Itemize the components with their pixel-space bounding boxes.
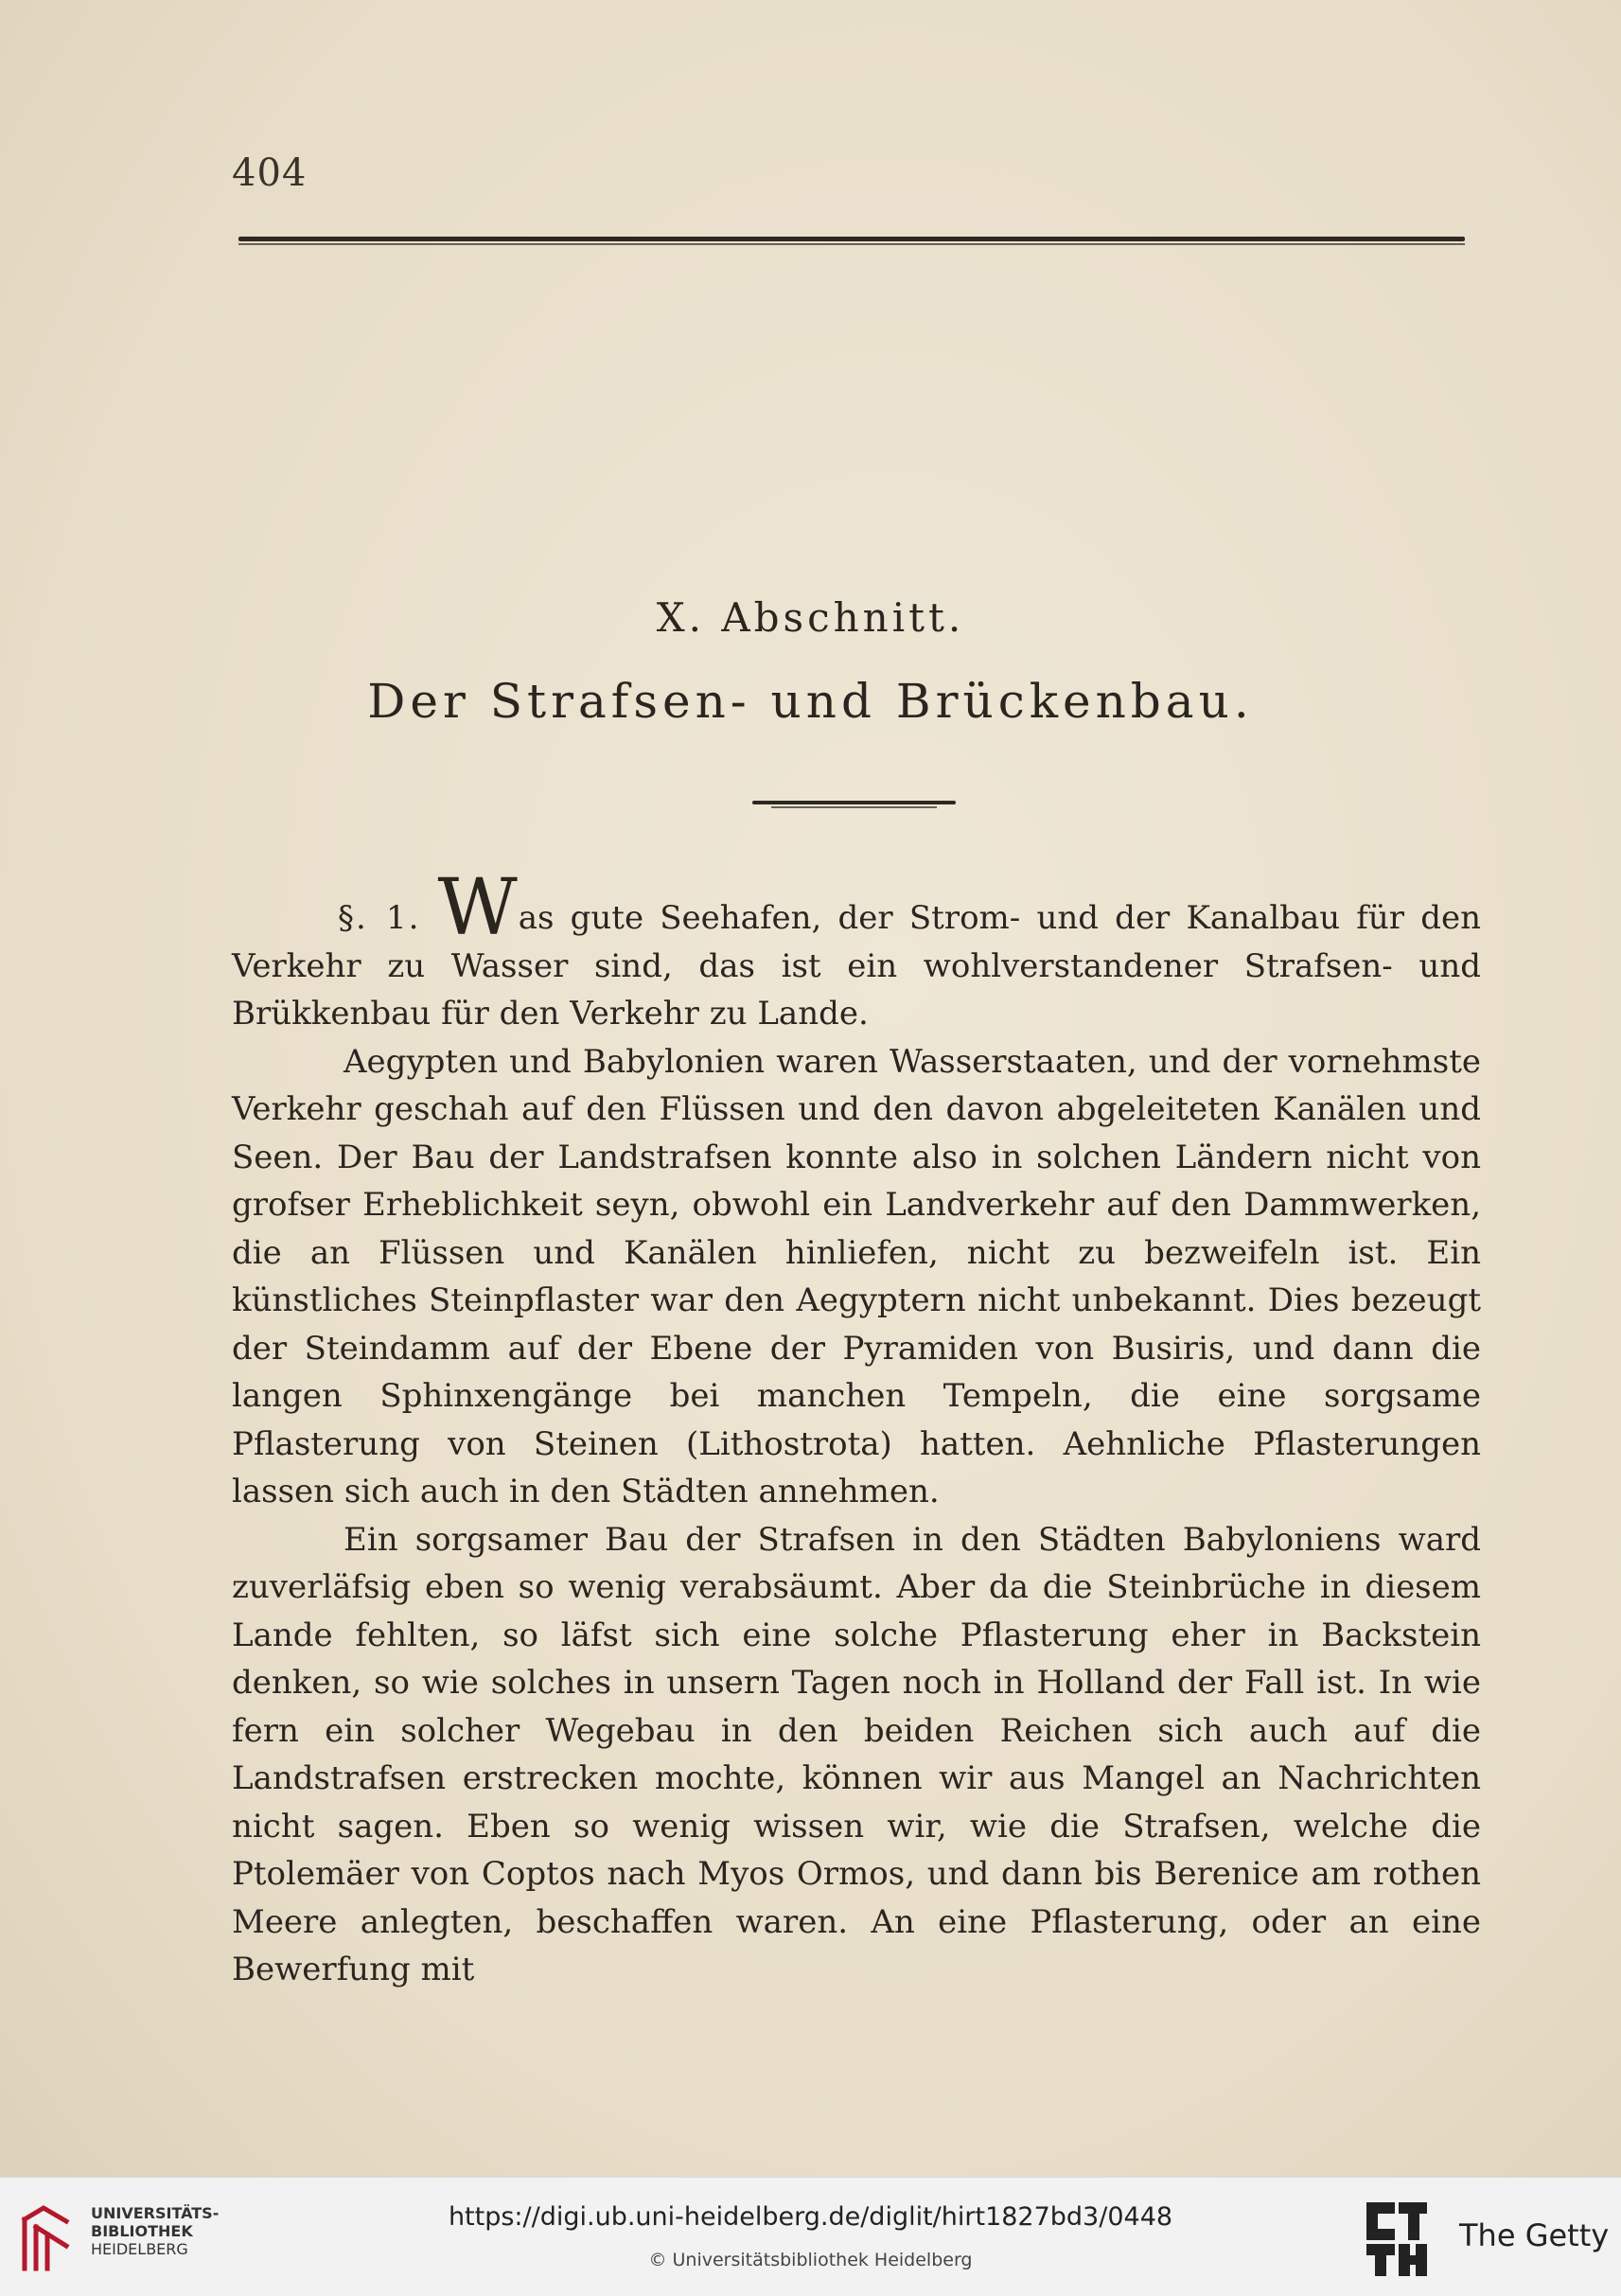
paragraph-3: Ein sorgsamer Bau der Strafsen in den Städten Babyloniens ward zuverläfsig eben so wenig verabsäumt. Aber da die Steinbrüche in diesem Lande fehlten, so läfst sich eine solche Pflasterung eher in Backstein denken, so wie solches in unsern Tagen noch in Holland der Fall ist. In wie fern ein solcher Wegebau in den beiden Reichen sich auch auf die Landstrafsen erstrecken mochte, können wir aus Mangel an Nachrichten nicht sagen. Eben so wenig wissen wir, wie die Strafsen, welche die Ptolemäer von Coptos nach Myos Ormos, und dann bis Berenice am rothen Meere anlegten, beschaffen waren. An eine Pflasterung, oder an eine Bewerfung mit [232, 1520, 1481, 1988]
paragraph-1 [232, 863, 1482, 1038]
footer-bar [0, 2177, 1621, 2296]
getty-logo-icon[interactable] [1363, 2199, 1431, 2280]
chapter-title: Der Strafsen- und Brückenbau. [367, 674, 1254, 729]
drop-cap: W [437, 863, 518, 953]
copyright-text: © Universitätsbibliothek Heidelberg [648, 2250, 973, 2270]
header-rule-thin [238, 243, 1465, 245]
paragraph-mark: §. 1. [338, 899, 421, 937]
body-text [232, 863, 1482, 1994]
section-title: X. Abschnitt. [656, 594, 965, 641]
library-name: UNIVERSITÄTS- BIBLIOTHEK HEIDELBERG [91, 2204, 220, 2258]
ornament-rule-thin [771, 806, 937, 808]
getty-name: The Getty [1459, 2217, 1610, 2253]
ornament-rule [752, 801, 956, 804]
paragraph-1-text: as gute Seehafen, der Strom- und der Kanalbau für den Verkehr zu Wasser sind, das ist ein wohlverstandener Strafsen- und Brükkenbau für den Verkehr zu Lande. [232, 899, 1482, 1033]
permalink-link[interactable]: https://digi.ub.uni-heidelberg.de/diglit/hirt1827bd3/0448 [448, 2202, 1173, 2232]
page-number: 404 [232, 151, 308, 195]
header-rule [238, 237, 1465, 241]
paragraph-2: Aegypten und Babylonien waren Wasserstaaten, und der vornehmste Verkehr geschah auf den Flüssen und den davon abgeleiteten Kanälen und Seen. Der Bau der Landstrafsen konnte also in solchen Ländern nicht von grofser Erheblichkeit seyn, obwohl ein Landverkehr auf den Dammwerken, die an Flüssen und Kanälen hinliefen, nicht zu bezweifeln ist. Ein künstliches Steinpflaster war den Aegyptern nicht unbekannt. Dies bezeugt der Steindamm auf der Ebene der Pyramiden von Busiris, und dann die langen Sphinxengänge bei manchen Tempeln, die eine sorgsame Pflasterung von Steinen (Lithostrota) hatten. Aehnliche Pflasterungen lassen sich auch in den Städten annehmen. [232, 1042, 1481, 1510]
